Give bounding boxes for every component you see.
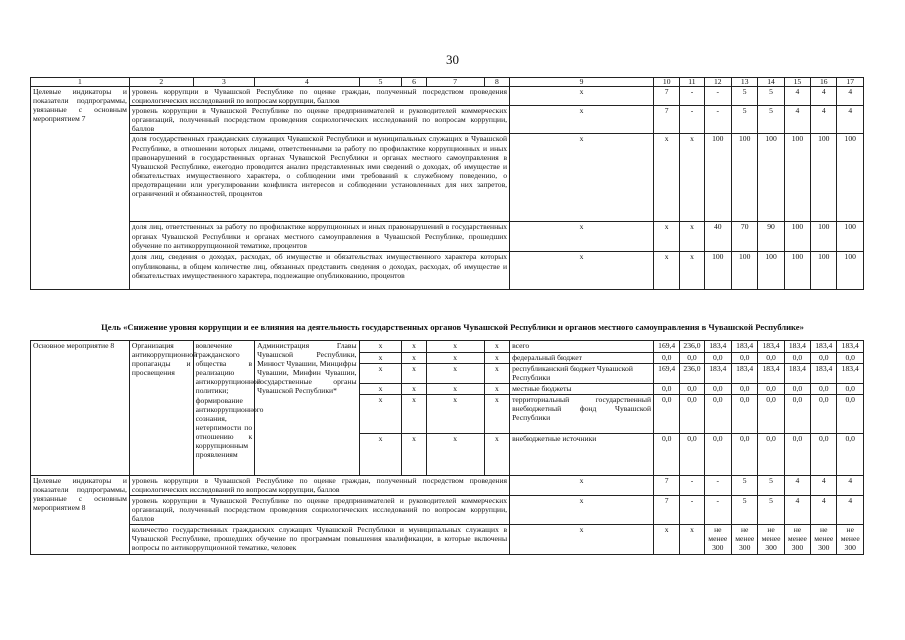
code-cell: x [359,434,402,476]
col-num: 5 [359,78,402,87]
indicator-text: доля лиц, ответственных за работу по профилактике коррупционных и иных правонарушений в государственных органах Чувашской Республики и органах местного самоуправления в Чувашской Республике, прошедших обучение по антикоррупционной тематике, процентов [129,222,509,252]
funding-value: 0,0 [704,395,731,434]
indicator-value: 4 [837,476,864,496]
indicator-value: 100 [837,222,864,252]
indicator-value: 5 [732,496,758,525]
funding-value: 236,0 [680,341,704,353]
indicator-value: - [680,476,704,496]
indicator-value: 7 [654,106,680,134]
code-cell: x [359,384,402,395]
indicator-value: 4 [811,496,837,525]
indicator-row [31,106,864,134]
col-num: 10 [654,78,680,87]
funding-value: 0,0 [654,353,680,364]
funding-source: местные бюджеты [510,384,654,395]
funding-value: 0,0 [758,434,784,476]
measure-executors: Администрация Главы Чувашской Республики, Минюст Чувашии, Минцифры Чувашии, Минфин Чувашии, государственные органы Чувашской Республики* [255,341,359,476]
code-cell: x [484,434,509,476]
code-cell: x [484,353,509,364]
funding-value: 183,4 [784,364,810,384]
measure-result: вовлечение гражданского общества в реализацию антикоррупционной политики; формирование антикоррупционного сознания, нетерпимости по отношению к коррупционным проявлениям [193,341,255,476]
funding-value: 0,0 [758,395,784,434]
funding-value: 0,0 [732,353,758,364]
funding-value: 183,4 [704,341,731,353]
code-cell: x [402,395,426,434]
indicator-value: - [680,106,704,134]
indicator-value: x [654,222,680,252]
code-cell: x [359,395,402,434]
page-number: 30 [446,52,459,67]
indicator-value: 4 [784,106,810,134]
funding-value: 0,0 [680,384,704,395]
code-cell: x [426,395,484,434]
col-num: 11 [680,78,704,87]
indicator-value: 4 [837,496,864,525]
indicator-text: доля лиц, сведения о доходах, расходах, об имуществе и обязательствах имущественного характера которых опубликованы, в общем количестве лиц, обязанных представить сведения о доходах, расходах, об имуществе и обязательствах имущественного характера, подлежащие опубликованию, процентов [129,252,509,290]
indicator-value: 7 [654,496,680,525]
indicator-value: 100 [758,252,784,290]
goal-heading: Цель «Снижение уровня коррупции и ее влияния на деятельность государственных органов Чувашской Республики и органов местного самоуправления в Чувашской Республике» [101,322,804,332]
funding-value: 0,0 [811,395,837,434]
indicator-value: - [680,496,704,525]
funding-source: республиканский бюджет Чувашской Республики [510,364,654,384]
indicator-value: 100 [811,252,837,290]
code-cell: x [426,341,484,353]
indicator-row [31,525,864,555]
funding-value: 0,0 [680,434,704,476]
indicator-text: уровень коррупции в Чувашской Республике по оценке предпринимателей и руководителей коммерческих организаций, полученный посредством проведения социологических исследований по вопросам коррупции, баллов [129,496,509,525]
indicator-c9: x [510,496,654,525]
funding-value: 0,0 [837,395,864,434]
indicator-value: не менее 300 [837,525,864,555]
indicator-text: уровень коррупции в Чувашской Республике по оценке граждан, полученный посредством проведения социологических исследований по вопросам коррупции, баллов [129,476,509,496]
funding-value: 0,0 [654,395,680,434]
indicator-c9: x [510,106,654,134]
indicator-text: количество государственных гражданских служащих Чувашской Республики и муниципальных служащих в Чувашской Республике, прошедших обучение по программам повышения квалификации, в которые включены вопросы по антикоррупционной тематике, человек [129,525,509,555]
indicator-value: 100 [732,134,758,222]
indicator-value: 7 [654,476,680,496]
indicator-value: - [704,87,731,106]
indicator-value: 100 [837,134,864,222]
indicator-value: 7 [654,87,680,106]
indicator-row [31,252,864,290]
funding-value: 183,4 [704,364,731,384]
indicator-value: 100 [732,252,758,290]
code-cell: x [402,384,426,395]
indicator-text: доля государственных гражданских служащих Чувашской Республики и муниципальных служащих в Чувашской Республике, в отношении которых лицами, ответственными за работу по профилактике коррупционных и иных правонарушений в государственных органах Чувашской Республики и органах местного самоуправления в Чувашской Республике, ежегодно проводится анализ представленных ими сведений о доходах, об имуществе и обязательствах имущественного характера, о соблюдении ими требований к служебному поведению, о предотвращении или урегулировании конфликта интересов и соблюдении установленных для них запретов, ограничений и обязанностей, процентов [129,134,509,222]
indicator-c9: x [510,476,654,496]
indicator-value: x [654,134,680,222]
col-num: 13 [732,78,758,87]
funding-value: 0,0 [758,353,784,364]
funding-source: федеральный бюджет [510,353,654,364]
indicator-value: x [680,525,704,555]
col-num: 12 [704,78,731,87]
indicator-value: 4 [784,476,810,496]
funding-value: 183,4 [732,364,758,384]
funding-value: 0,0 [784,395,810,434]
indicator-value: 4 [837,106,864,134]
indicator-value: не менее 300 [784,525,810,555]
indicator-value: не менее 300 [758,525,784,555]
code-cell: x [484,341,509,353]
indicator-value: 100 [784,134,810,222]
funding-value: 183,4 [732,341,758,353]
indicator-row [31,496,864,525]
funding-value: 0,0 [784,353,810,364]
code-cell: x [484,364,509,384]
indicator-value: x [680,252,704,290]
funding-value: 0,0 [654,384,680,395]
funding-value: 0,0 [837,434,864,476]
indicator-value: - [680,87,704,106]
funding-value: 0,0 [758,384,784,395]
col-num: 4 [255,78,359,87]
indicator-c9: x [510,134,654,222]
indicator-value: 70 [732,222,758,252]
funding-value: 0,0 [811,434,837,476]
col-num: 2 [129,78,193,87]
indicator-value: 100 [758,134,784,222]
col-num: 17 [837,78,864,87]
indicator-value: 4 [837,87,864,106]
indicator-value: x [654,525,680,555]
indicator-value: 5 [758,476,784,496]
code-cell: x [402,341,426,353]
col-num: 8 [484,78,509,87]
funding-value: 169,4 [654,341,680,353]
funding-value: 0,0 [732,434,758,476]
indicator-value: 5 [758,496,784,525]
indicator-value: не менее 300 [704,525,731,555]
col-num: 9 [510,78,654,87]
indicators-label: Целевые индикаторы и показатели подпрограммы, увязанные с основным мероприятием 8 [31,476,130,555]
indicator-value: 5 [732,106,758,134]
code-cell: x [426,353,484,364]
code-cell: x [359,353,402,364]
measure-name: Основное мероприятие 8 [31,341,130,476]
code-cell: x [484,395,509,434]
col-num: 15 [784,78,810,87]
indicator-value: - [704,496,731,525]
indicator-value: x [680,222,704,252]
indicator-value: 5 [758,106,784,134]
indicator-value: 100 [784,252,810,290]
funding-source: территориальный государственный внебюджетный фонд Чувашской Республики [510,395,654,434]
indicator-value: не менее 300 [732,525,758,555]
code-cell: x [426,384,484,395]
indicator-row [31,87,864,106]
funding-value: 0,0 [704,434,731,476]
indicator-value: 90 [758,222,784,252]
code-cell: x [402,434,426,476]
indicator-value: 40 [704,222,731,252]
indicator-c9: x [510,87,654,106]
indicator-value: не менее 300 [811,525,837,555]
funding-value: 183,4 [784,341,810,353]
indicator-value: 5 [758,87,784,106]
code-cell: x [359,364,402,384]
funding-value: 183,4 [811,364,837,384]
funding-value: 0,0 [732,395,758,434]
funding-value: 0,0 [704,353,731,364]
indicator-value: 4 [784,87,810,106]
indicator-value: 5 [732,476,758,496]
funding-value: 0,0 [811,353,837,364]
indicators-table-measure-7 [30,77,864,290]
indicator-value: 100 [704,252,731,290]
funding-row [31,341,864,353]
code-cell: x [402,353,426,364]
indicator-value: 100 [704,134,731,222]
indicator-c9: x [510,525,654,555]
col-num: 1 [31,78,130,87]
indicator-value: x [680,134,704,222]
indicator-value: 100 [811,222,837,252]
code-cell: x [426,364,484,384]
code-cell: x [484,384,509,395]
indicator-value: 100 [811,134,837,222]
indicator-value: - [704,106,731,134]
indicator-value: 4 [811,106,837,134]
funding-value: 0,0 [784,384,810,395]
indicators-label: Целевые индикаторы и показатели подпрограммы, увязанные с основным мероприятием 7 [31,87,130,290]
funding-value: 169,4 [654,364,680,384]
measure-8-table [30,340,864,555]
funding-source: внебюджетные источники [510,434,654,476]
indicator-value: 100 [784,222,810,252]
column-number-row [31,78,864,87]
funding-value: 183,4 [811,341,837,353]
funding-value: 0,0 [680,353,704,364]
indicator-row [31,134,864,222]
funding-value: 183,4 [837,341,864,353]
code-cell: x [359,341,402,353]
funding-value: 183,4 [837,364,864,384]
funding-value: 183,4 [758,341,784,353]
col-num: 14 [758,78,784,87]
funding-value: 0,0 [654,434,680,476]
col-num: 6 [402,78,426,87]
funding-value: 236,0 [680,364,704,384]
indicator-c9: x [510,222,654,252]
code-cell: x [426,434,484,476]
indicator-value: 4 [811,476,837,496]
indicator-text: уровень коррупции в Чувашской Республике по оценке предпринимателей и руководителей коммерческих организаций, полученный посредством проведения социологических исследований по вопросам коррупции, баллов [129,106,509,134]
indicator-value: 4 [784,496,810,525]
funding-value: 0,0 [837,353,864,364]
col-num: 7 [426,78,484,87]
indicator-value: 5 [732,87,758,106]
funding-value: 0,0 [732,384,758,395]
indicator-value: 4 [811,87,837,106]
funding-value: 0,0 [680,395,704,434]
col-num: 16 [811,78,837,87]
funding-value: 0,0 [784,434,810,476]
indicator-value: x [654,252,680,290]
indicator-value: 100 [837,252,864,290]
indicator-c9: x [510,252,654,290]
indicator-value: - [704,476,731,496]
indicator-row [31,476,864,496]
funding-value: 0,0 [837,384,864,395]
code-cell: x [402,364,426,384]
funding-value: 183,4 [758,364,784,384]
indicator-row [31,222,864,252]
measure-description: Организация антикоррупционной пропаганды и просвещения [129,341,193,476]
funding-value: 0,0 [704,384,731,395]
indicator-text: уровень коррупции в Чувашской Республике по оценке граждан, полученный посредством проведения социологических исследований по вопросам коррупции, баллов [129,87,509,106]
funding-source: всего [510,341,654,353]
funding-value: 0,0 [811,384,837,395]
col-num: 3 [193,78,255,87]
